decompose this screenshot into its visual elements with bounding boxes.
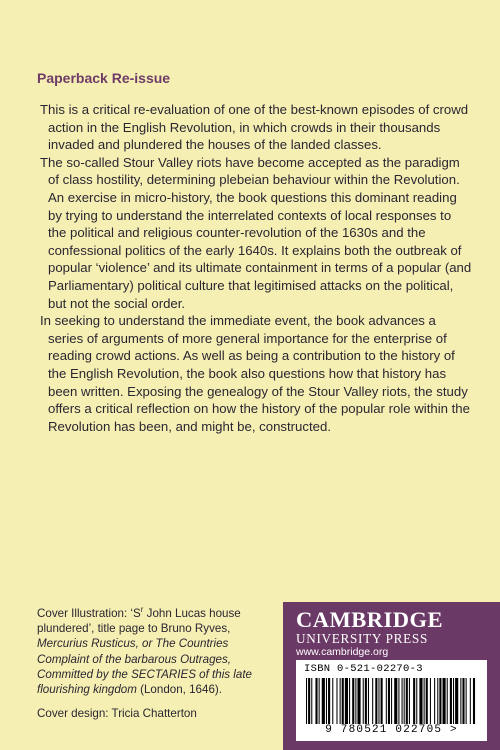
barcode-bar <box>378 678 379 724</box>
barcode-bar <box>332 678 333 724</box>
barcode-bar <box>406 678 408 724</box>
barcode-bar <box>365 678 367 724</box>
barcode-bar <box>437 678 438 724</box>
barcode-bar <box>368 678 369 724</box>
barcode-bar <box>450 678 452 724</box>
barcode-bar <box>466 678 467 724</box>
barcode-box <box>296 660 487 741</box>
barcode-bar <box>363 678 364 724</box>
barcode-bar <box>424 678 425 724</box>
illustration-mid: John Lucas house plundered’, title page to Bruno Ryves, <box>37 606 241 636</box>
barcode-bar <box>352 678 354 724</box>
publisher-panel <box>283 602 500 750</box>
isbn-label: ISBN 0-521-02270-3 <box>304 663 423 675</box>
barcode-bar <box>381 678 383 724</box>
barcode-bar <box>394 678 397 724</box>
barcode-bar <box>443 678 446 724</box>
illustration-superscript: r <box>140 605 144 614</box>
barcode-bar <box>336 678 337 724</box>
barcode-bar <box>409 678 410 724</box>
barcode-bar <box>419 678 422 724</box>
barcode-bar <box>306 678 307 724</box>
blurb-paragraph-3: In seeking to understand the immediate event, the book advances a series of arguments of more general importance for the enterprise of reading crowd actions. As well as being a contribution to the history of the English Revolution, the book also questions how that history has been written. Exposing the genealogy of the Stour Valley riots, the study offers a critical reflection on how the history of the popular role within the Revolution has been, and might be, constructed. <box>40 313 470 434</box>
barcode-bar <box>455 678 458 724</box>
barcode-bar <box>470 678 471 724</box>
blurb-paragraph-1: This is a critical re-evaluation of one of the best-known episodes of crowd action in the English Revolution, in which crowds in their thousands invaded and plundered the houses of the landed classes. <box>40 102 469 153</box>
barcode-bar <box>375 678 377 724</box>
barcode-bar <box>357 678 360 724</box>
barcode-bar <box>453 678 454 724</box>
blurb-text <box>40 101 472 435</box>
publisher-url: www.cambridge.org <box>296 646 389 658</box>
barcode-icon <box>304 678 479 724</box>
barcode-bar <box>473 678 475 724</box>
barcode-bar <box>386 678 387 724</box>
illustration-suffix: (London, 1646). <box>136 683 222 697</box>
barcode-bar <box>349 678 350 724</box>
barcode-bar <box>372 678 373 724</box>
barcode-bar <box>416 678 417 724</box>
barcode-bar <box>388 678 390 724</box>
barcode-bar <box>460 678 461 724</box>
barcode-bar <box>315 678 317 724</box>
barcode-bar <box>308 678 310 724</box>
cover-design-credit: Cover design: Tricia Chatterton <box>37 706 197 720</box>
barcode-bar <box>322 678 325 724</box>
barcode-bar <box>340 678 341 724</box>
barcode-bar <box>439 678 441 724</box>
illustration-prefix: Cover Illustration: ‘S <box>37 606 141 620</box>
barcode-digits: 9 780521 022705 > <box>325 724 458 736</box>
barcode-bar <box>355 678 356 724</box>
barcode-bar <box>328 678 330 724</box>
barcode-bar <box>426 678 428 724</box>
publisher-subtitle: UNIVERSITY PRESS <box>296 631 428 646</box>
barcode-bar <box>430 678 431 724</box>
barcode-bar <box>404 678 405 724</box>
barcode-bar <box>319 678 320 724</box>
section-heading: Paperback Re-issue <box>37 70 171 86</box>
barcode-bar <box>402 678 403 724</box>
illustration-title: Mercurius Rusticus, or The Countries Complaint of the barbarous Outrages, Committed by the SECTARIES of this late flourishing kingdom <box>37 637 252 697</box>
barcode-bar <box>342 678 344 724</box>
cover-credits <box>37 602 277 721</box>
barcode-bar <box>413 678 415 724</box>
barcode-bar <box>391 678 392 724</box>
barcode-bar <box>447 678 448 724</box>
barcode-bar <box>345 678 348 724</box>
blurb-paragraph-2: The so-called Stour Valley riots have become accepted as the paradigm of class hostility, determining plebeian behaviour within the Revolution. An exercise in micro-history, the book questions this dominant reading by trying to understand the interrelated contexts of local responses to the political and religious counter-revolution of the 1630s and the confessional politics of the early 1640s. It explains both the outbreak of popular ‘violence’ and its ultimate containment in terms of a popular (and Parliamentary) political culture that legitimised attacks on the political, but not the social order. <box>40 154 472 311</box>
barcode-bar <box>311 678 312 724</box>
barcode-bar <box>326 678 327 724</box>
publisher-name: CAMBRIDGE <box>296 607 444 632</box>
cover-illustration-credit <box>37 602 277 698</box>
barcode-bar <box>462 678 464 724</box>
barcode-bar <box>398 678 399 724</box>
barcode-bar <box>434 678 435 724</box>
